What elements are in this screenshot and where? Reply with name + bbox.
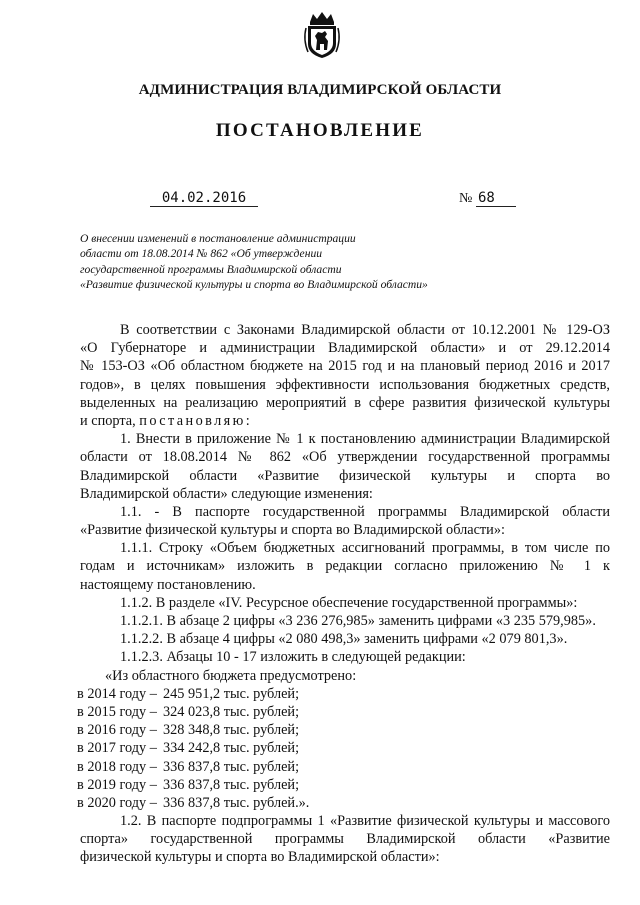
body-line: выделенных на реализацию мероприятий в сфере развития физической культуры [80,394,610,411]
document-subject [80,231,510,292]
item-line: годам и источникам» изложить в редакции согласно приложению № 1 к [80,558,610,575]
item-line: настоящему постановлению. [80,576,256,593]
coat-of-arms-emblem [302,10,342,60]
preamble-end: и спорта, [80,412,136,429]
budget-year: в 2019 году – [77,776,157,793]
body-line: В соответствии с Законами Владимирской области от 10.12.2001 № 129-ОЗ [120,322,610,338]
budget-year: в 2014 году – [77,685,157,702]
body-line: годов», в целях повышения эффективности использования бюджетных средств, [80,376,610,393]
item-line: 1.1. - В паспорте государственной программы Владимирской области [120,503,610,520]
budget-amount: 336 837,8 тыс. рублей; [163,758,300,775]
budget-year: в 2016 году – [77,722,157,739]
budget-row [77,685,607,703]
decree-word: постановляю: [139,412,253,429]
subject-line: «Развитие физической культуры и спорта во Владимирской области» [80,277,428,291]
document-number: 68 [476,191,516,207]
body-line [80,412,610,430]
budget-amount: 336 837,8 тыс. рублей.». [163,794,310,811]
budget-year: в 2018 году – [77,758,157,775]
item-line: спорта» государственной программы Владимирской области «Развитие [80,831,610,848]
subject-line: государственной программы Владимирской области [80,262,342,276]
budget-year: в 2017 году – [77,740,157,757]
item-line: 1. Внести в приложение № 1 к постановлению администрации Владимирской [120,431,610,448]
item-line: 1.1.2.1. В абзаце 2 цифры «3 236 276,985» заменить цифрами «3 235 579,985». [120,613,596,629]
organization-title: АДМИНИСТРАЦИЯ ВЛАДИМИРСКОЙ ОБЛАСТИ [138,82,502,98]
budget-year: в 2020 году – [77,794,157,811]
document-date: 04.02.2016 [150,191,258,207]
budget-amount: 336 837,8 тыс. рублей; [163,776,300,793]
budget-row [77,721,607,739]
body-line: «О Губернаторе и администрации Владимирской области» и от 29.12.2014 [80,340,610,357]
item-line: области от 18.08.2014 № 862 «Об утверждении государственной программы [80,449,610,466]
budget-amount: 334 242,8 тыс. рублей; [163,740,300,757]
subject-line: области от 18.08.2014 № 862 «Об утверждении [80,247,323,261]
item-line: 1.1.1. Строку «Объем бюджетных ассигнований программы, в том числе по [120,540,610,557]
budget-amount: 328 348,8 тыс. рублей; [163,722,300,739]
budget-year: в 2015 году – [77,703,157,720]
item-line: Владимирской области» следующие изменения: [80,485,373,502]
budget-row [77,794,607,812]
item-line: 1.2. В паспорте подпрограммы 1 «Развитие физической культуры и массового [120,813,610,830]
number-label: № [459,191,473,206]
subject-line: О внесении изменений в постановление администрации [80,232,356,245]
item-line: физической культуры и спорта во Владимирской области»: [80,849,440,866]
budget-amount: 324 023,8 тыс. рублей; [163,703,300,720]
item-line: «Из областного бюджета предусмотрено: [105,667,357,684]
budget-row [77,758,607,776]
item-line: 1.1.2.2. В абзаце 4 цифры «2 080 498,3» заменить цифрами «2 079 801,3». [120,631,568,648]
body-line: № 153-ОЗ «Об областном бюджете на 2015 год и на плановый период 2016 и 2017 [80,358,610,375]
document-type-title: ПОСТАНОВЛЕНИЕ [215,120,425,141]
item-line: 1.1.2.3. Абзацы 10 - 17 изложить в следующей редакции: [120,649,466,666]
item-line: «Развитие физической культуры и спорта во Владимирской области»: [80,522,505,539]
budget-row [77,739,607,757]
item-line: 1.1.2. В разделе «IV. Ресурсное обеспечение государственной программы»: [120,594,578,611]
budget-row [77,776,607,794]
document-body [77,321,610,867]
item-line: Владимирской области «Развитие физической культуры и спорта во [80,467,610,484]
budget-amount: 245 951,2 тыс. рублей; [163,685,300,702]
budget-row [77,703,607,721]
